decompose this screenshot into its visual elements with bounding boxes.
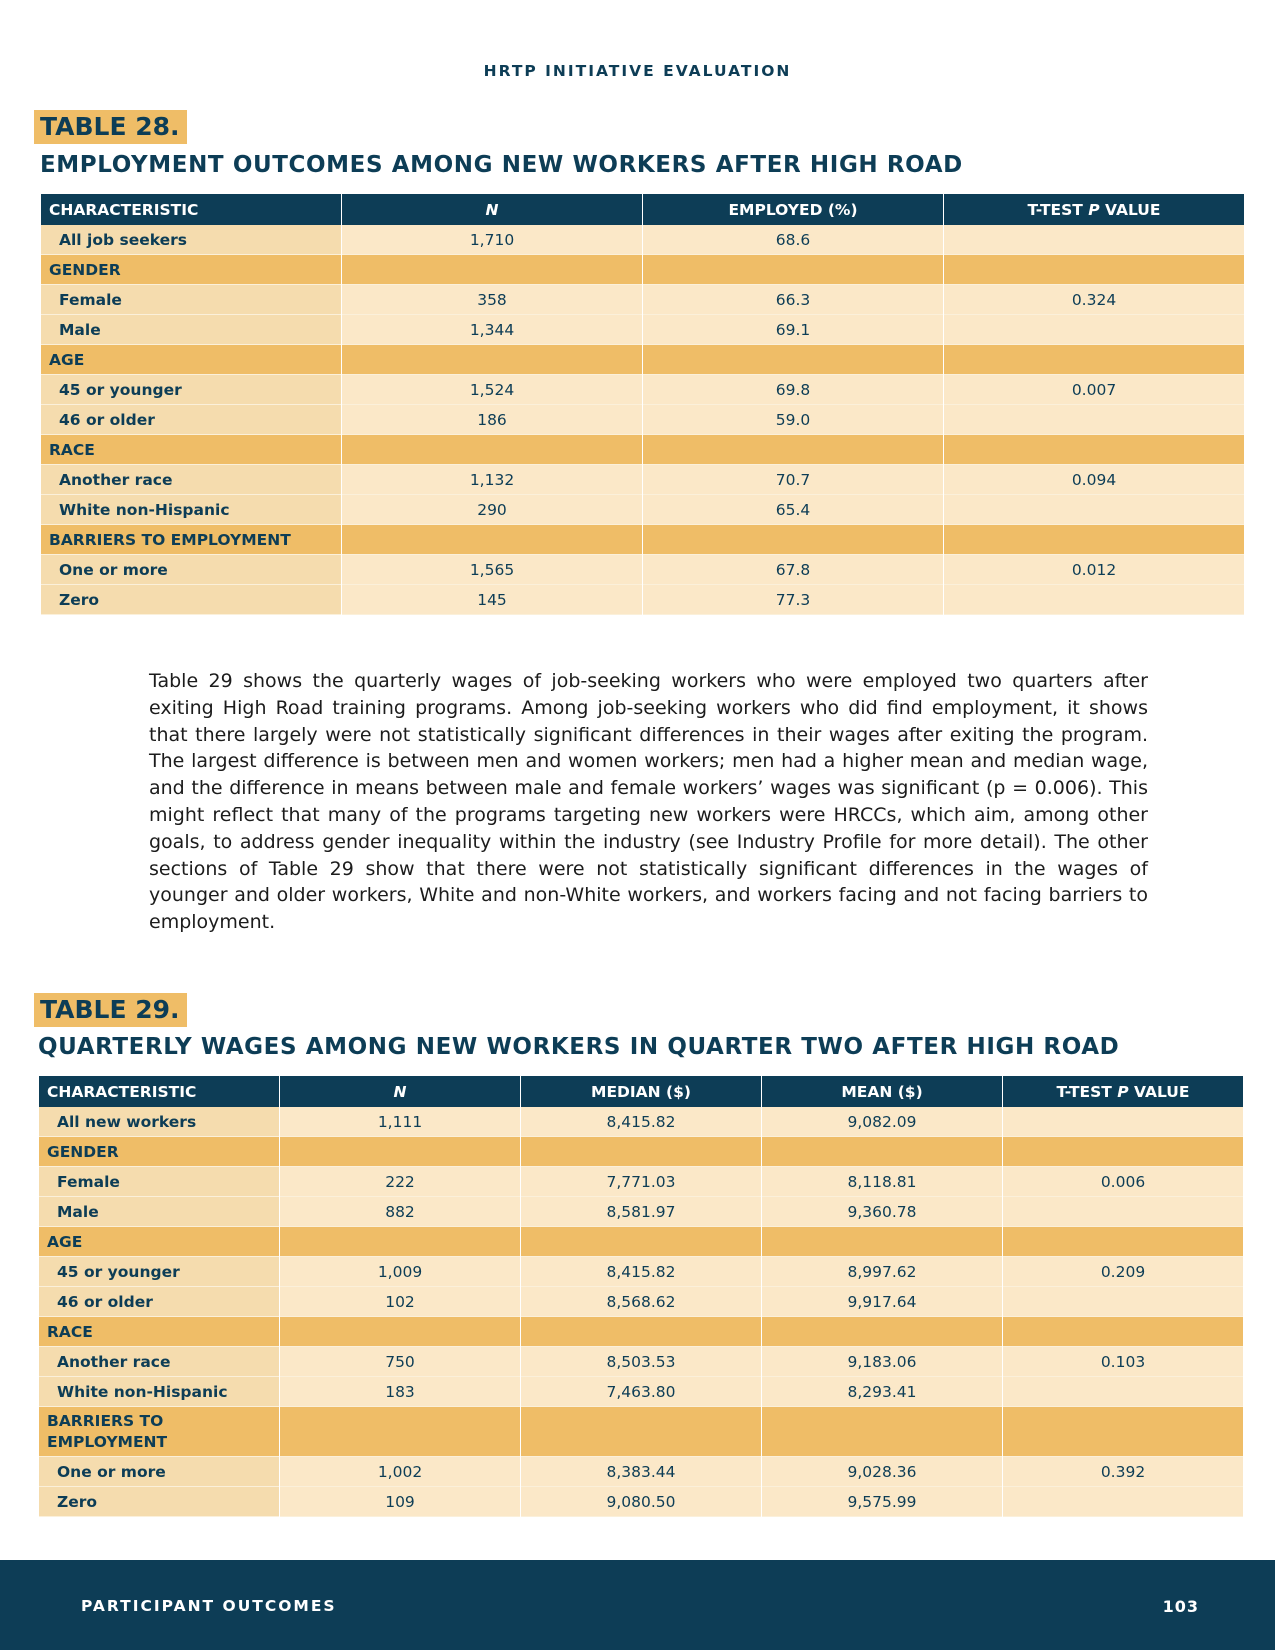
cell-n: 1,111: [280, 1107, 520, 1137]
cell-median: 8,568.62: [521, 1287, 761, 1317]
table-29-header-row: [39, 1076, 1243, 1107]
row-label: White non-Hispanic: [41, 495, 341, 525]
section-label: BARRIERS TO EMPLOYMENT: [39, 1407, 279, 1457]
table-row: [41, 375, 1244, 405]
cell-mean: 9,360.78: [762, 1197, 1002, 1227]
section-empty-cell: [643, 255, 943, 285]
table-row: [39, 1197, 1243, 1227]
table-row: [39, 1257, 1243, 1287]
column-header-n: N: [342, 194, 642, 225]
cell-n: 1,524: [342, 375, 642, 405]
cell-n: 222: [280, 1167, 520, 1197]
table-row: [41, 585, 1244, 615]
section-row: [39, 1317, 1243, 1347]
section-empty-cell: [762, 1227, 1002, 1257]
section-row: [39, 1227, 1243, 1257]
cell-n: 882: [280, 1197, 520, 1227]
section-empty-cell: [762, 1137, 1002, 1167]
section-empty-cell: [280, 1137, 520, 1167]
cell-p: [944, 315, 1244, 345]
cell-n: 1,710: [342, 225, 642, 255]
row-label: One or more: [39, 1457, 279, 1487]
column-header-characteristic: CHARACTERISTIC: [41, 194, 341, 225]
column-header-characteristic: CHARACTERISTIC: [39, 1076, 279, 1107]
cell-n: 1,009: [280, 1257, 520, 1287]
section-row: [41, 345, 1244, 375]
cell-median: 8,503.53: [521, 1347, 761, 1377]
table-row: [39, 1107, 1243, 1137]
section-label: AGE: [41, 345, 341, 375]
row-label: 45 or younger: [39, 1257, 279, 1287]
section-empty-cell: [1003, 1137, 1243, 1167]
section-empty-cell: [762, 1407, 1002, 1457]
section-empty-cell: [1003, 1227, 1243, 1257]
table-29-body: [39, 1107, 1243, 1517]
body-paragraph: Table 29 shows the quarterly wages of job-seeking workers who were employed two quarters after exiting High Road training programs. Among job-seeking workers who did find employment, it shows that there largely were not statistically significant differences in their wages after exiting the program. The largest difference is between men and women workers; men had a higher mean and median wage, and the difference in means between male and female workers’ wages was significant (p = 0.006). This might reflect that many of the programs targeting new workers were HRCCs, which aim, among other goals, to address gender inequality within the industry (see Industry Profile for more detail). The other sections of Table 29 show that there were not statistically significant differences in the wages of younger and older workers, White and non-White workers, and workers facing and not facing barriers to employment.: [149, 670, 1148, 934]
row-label: Male: [39, 1197, 279, 1227]
table-29-title: QUARTERLY WAGES AMONG NEW WORKERS IN QUARTER TWO AFTER HIGH ROAD: [38, 1034, 1120, 1060]
row-label: Female: [41, 285, 341, 315]
cell-median: 8,415.82: [521, 1107, 761, 1137]
cell-n: 145: [342, 585, 642, 615]
column-header-n: N: [280, 1076, 520, 1107]
cell-employed: 70.7: [643, 465, 943, 495]
cell-p: [1003, 1487, 1243, 1517]
row-label: 45 or younger: [41, 375, 341, 405]
section-label: RACE: [41, 435, 341, 465]
cell-n: 109: [280, 1487, 520, 1517]
table-row: [41, 495, 1244, 525]
column-header-p-value: T-TEST P VALUE: [1003, 1076, 1243, 1107]
section-empty-cell: [521, 1407, 761, 1457]
cell-n: 1,002: [280, 1457, 520, 1487]
table-28-title: EMPLOYMENT OUTCOMES AMONG NEW WORKERS AFTER HIGH ROAD: [40, 152, 963, 178]
table-28-header-row: [41, 194, 1244, 225]
section-empty-cell: [280, 1407, 520, 1457]
section-label: AGE: [39, 1227, 279, 1257]
cell-p: [1003, 1377, 1243, 1407]
cell-p: 0.012: [944, 555, 1244, 585]
section-row: [39, 1407, 1243, 1457]
cell-mean: 9,028.36: [762, 1457, 1002, 1487]
table-row: [39, 1487, 1243, 1517]
cell-employed: 69.1: [643, 315, 943, 345]
footer-section-title: PARTICIPANT OUTCOMES: [81, 1597, 337, 1615]
section-empty-cell: [1003, 1407, 1243, 1457]
page-footer: [0, 1560, 1275, 1650]
section-empty-cell: [643, 525, 943, 555]
section-row: [41, 255, 1244, 285]
cell-p: [1003, 1197, 1243, 1227]
cell-p: [944, 495, 1244, 525]
table-row: [41, 555, 1244, 585]
cell-median: 8,383.44: [521, 1457, 761, 1487]
cell-mean: 9,575.99: [762, 1487, 1002, 1517]
section-empty-cell: [1003, 1317, 1243, 1347]
cell-employed: 67.8: [643, 555, 943, 585]
cell-p: [944, 405, 1244, 435]
cell-n: 1,565: [342, 555, 642, 585]
section-label: BARRIERS TO EMPLOYMENT: [41, 525, 341, 555]
cell-n: 186: [342, 405, 642, 435]
section-empty-cell: [762, 1317, 1002, 1347]
section-empty-cell: [280, 1317, 520, 1347]
table-28-body: [41, 225, 1244, 615]
section-empty-cell: [944, 345, 1244, 375]
cell-employed: 66.3: [643, 285, 943, 315]
cell-mean: 8,997.62: [762, 1257, 1002, 1287]
section-empty-cell: [342, 345, 642, 375]
section-empty-cell: [944, 435, 1244, 465]
row-label: Male: [41, 315, 341, 345]
row-label: Another race: [41, 465, 341, 495]
cell-n: 750: [280, 1347, 520, 1377]
cell-p: [1003, 1107, 1243, 1137]
table-row: [41, 225, 1244, 255]
cell-mean: 9,082.09: [762, 1107, 1002, 1137]
cell-n: 1,344: [342, 315, 642, 345]
section-empty-cell: [944, 255, 1244, 285]
section-row: [41, 525, 1244, 555]
column-header-p-value: T-TEST P VALUE: [944, 194, 1244, 225]
row-label: Another race: [39, 1347, 279, 1377]
column-header-median: MEDIAN ($): [521, 1076, 761, 1107]
table-28: [40, 194, 1245, 615]
cell-p: [944, 225, 1244, 255]
section-row: [39, 1137, 1243, 1167]
cell-employed: 68.6: [643, 225, 943, 255]
row-label: One or more: [41, 555, 341, 585]
section-empty-cell: [643, 345, 943, 375]
table-row: [41, 405, 1244, 435]
cell-p: 0.324: [944, 285, 1244, 315]
row-label: All new workers: [39, 1107, 279, 1137]
row-label: All job seekers: [41, 225, 341, 255]
cell-p: 0.007: [944, 375, 1244, 405]
table-row: [41, 285, 1244, 315]
cell-p: [944, 585, 1244, 615]
running-header: HRTP INITIATIVE EVALUATION: [483, 62, 792, 80]
cell-median: 9,080.50: [521, 1487, 761, 1517]
section-empty-cell: [521, 1137, 761, 1167]
cell-employed: 69.8: [643, 375, 943, 405]
table-row: [41, 465, 1244, 495]
cell-n: 1,132: [342, 465, 642, 495]
section-row: [41, 435, 1244, 465]
table-row: [39, 1347, 1243, 1377]
cell-n: 102: [280, 1287, 520, 1317]
cell-p: 0.392: [1003, 1457, 1243, 1487]
cell-mean: 8,118.81: [762, 1167, 1002, 1197]
column-header-employed: EMPLOYED (%): [643, 194, 943, 225]
cell-median: 7,771.03: [521, 1167, 761, 1197]
cell-p: 0.209: [1003, 1257, 1243, 1287]
cell-employed: 77.3: [643, 585, 943, 615]
section-empty-cell: [944, 525, 1244, 555]
cell-p: [1003, 1287, 1243, 1317]
row-label: 46 or older: [39, 1287, 279, 1317]
table-row: [41, 315, 1244, 345]
cell-n: 358: [342, 285, 642, 315]
row-label: 46 or older: [41, 405, 341, 435]
cell-p: 0.006: [1003, 1167, 1243, 1197]
table-28-tag: TABLE 28.: [34, 110, 187, 144]
cell-p: 0.094: [944, 465, 1244, 495]
section-empty-cell: [342, 255, 642, 285]
section-label: GENDER: [39, 1137, 279, 1167]
cell-median: 8,581.97: [521, 1197, 761, 1227]
cell-employed: 65.4: [643, 495, 943, 525]
cell-median: 7,463.80: [521, 1377, 761, 1407]
table-row: [39, 1287, 1243, 1317]
cell-mean: 9,917.64: [762, 1287, 1002, 1317]
section-empty-cell: [342, 525, 642, 555]
table-row: [39, 1457, 1243, 1487]
section-empty-cell: [643, 435, 943, 465]
column-header-mean: MEAN ($): [762, 1076, 1002, 1107]
table-29-tag: TABLE 29.: [34, 993, 187, 1027]
cell-mean: 9,183.06: [762, 1347, 1002, 1377]
row-label: Female: [39, 1167, 279, 1197]
row-label: Zero: [39, 1487, 279, 1517]
section-empty-cell: [521, 1317, 761, 1347]
table-row: [39, 1377, 1243, 1407]
section-empty-cell: [280, 1227, 520, 1257]
cell-mean: 8,293.41: [762, 1377, 1002, 1407]
cell-p: 0.103: [1003, 1347, 1243, 1377]
section-empty-cell: [521, 1227, 761, 1257]
row-label: White non-Hispanic: [39, 1377, 279, 1407]
table-row: [39, 1167, 1243, 1197]
page-number: 103: [1162, 1597, 1199, 1616]
row-label: Zero: [41, 585, 341, 615]
section-label: GENDER: [41, 255, 341, 285]
cell-n: 183: [280, 1377, 520, 1407]
cell-employed: 59.0: [643, 405, 943, 435]
cell-median: 8,415.82: [521, 1257, 761, 1287]
section-label: RACE: [39, 1317, 279, 1347]
table-29: [38, 1076, 1244, 1517]
cell-n: 290: [342, 495, 642, 525]
section-empty-cell: [342, 435, 642, 465]
